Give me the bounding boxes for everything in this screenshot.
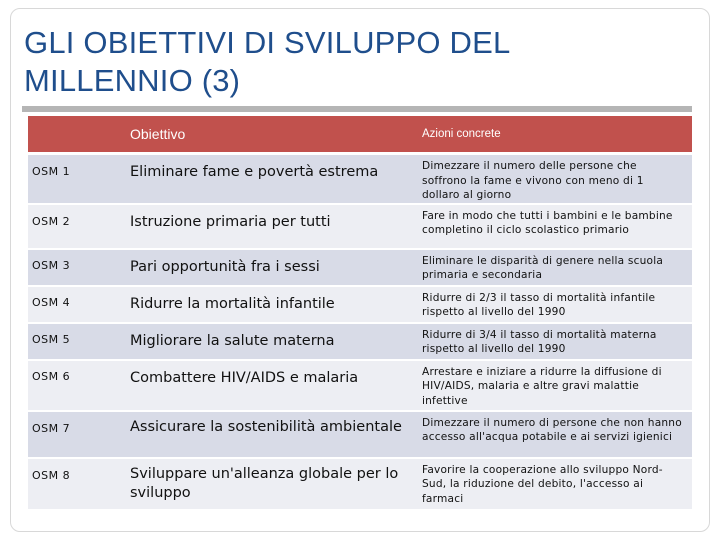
header-objective: Obiettivo	[122, 116, 408, 155]
goal-code: OSM 6	[28, 361, 122, 412]
header-code	[28, 116, 122, 155]
goal-code: OSM 4	[28, 287, 122, 324]
millennium-goals-table	[28, 116, 692, 511]
table-row	[28, 287, 692, 324]
goal-code: OSM 5	[28, 324, 122, 361]
goal-actions: Ridurre di 3/4 il tasso di mortalità materna rispetto al livello del 1990	[408, 324, 692, 361]
header-actions: Azioni concrete	[408, 116, 692, 155]
goal-code: OSM 1	[28, 155, 122, 205]
goal-objective: Combattere HIV/AIDS e malaria	[122, 361, 408, 412]
table-row	[28, 324, 692, 361]
goal-objective: Migliorare la salute materna	[122, 324, 408, 361]
goal-actions: Dimezzare il numero delle persone che soffrono la fame e vivono con meno di 1 dollaro al giorno	[408, 155, 692, 205]
goal-actions: Fare in modo che tutti i bambini e le bambine completino il ciclo scolastico primario	[408, 205, 692, 250]
goal-code: OSM 3	[28, 250, 122, 287]
goal-code: OSM 2	[28, 205, 122, 250]
goal-actions: Eliminare le disparità di genere nella scuola primaria e secondaria	[408, 250, 692, 287]
goal-objective: Eliminare fame e povertà estrema	[122, 155, 408, 205]
table-row	[28, 250, 692, 287]
goal-actions: Ridurre di 2/3 il tasso di mortalità infantile rispetto al livello del 1990	[408, 287, 692, 324]
table-row	[28, 412, 692, 459]
table-row	[28, 205, 692, 250]
goal-code: OSM 7	[28, 412, 122, 459]
table-row	[28, 361, 692, 412]
goal-actions: Favorire la cooperazione allo sviluppo Nord-Sud, la riduzione del debito, l'accesso ai farmaci	[408, 459, 692, 511]
goal-objective: Ridurre la mortalità infantile	[122, 287, 408, 324]
goal-objective: Pari opportunità fra i sessi	[122, 250, 408, 287]
table-row	[28, 155, 692, 205]
title-divider	[22, 106, 692, 112]
goal-code: OSM 8	[28, 459, 122, 511]
goal-objective: Sviluppare un'alleanza globale per lo sviluppo	[122, 459, 408, 511]
slide-title: GLI OBIETTIVI DI SVILUPPO DEL MILLENNIO (3)	[24, 25, 510, 98]
table-header-row	[28, 116, 692, 155]
table-row	[28, 459, 692, 511]
goal-actions: Dimezzare il numero di persone che non hanno accesso all'acqua potabile e ai servizi igienici	[408, 412, 692, 459]
goal-actions: Arrestare e iniziare a ridurre la diffusione di HIV/AIDS, malaria e altre gravi malattie infettive	[408, 361, 692, 412]
goal-objective: Istruzione primaria per tutti	[122, 205, 408, 250]
goal-objective: Assicurare la sostenibilità ambientale	[122, 412, 408, 459]
